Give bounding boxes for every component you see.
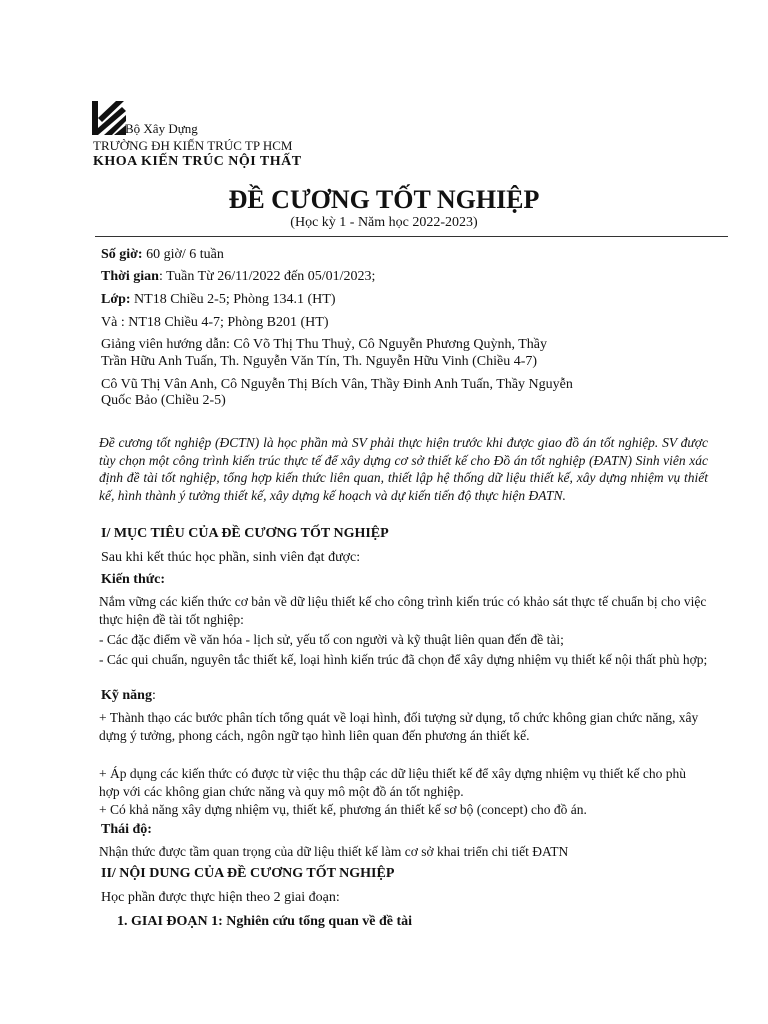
knowledge-item-3: - Các qui chuẩn, nguyên tắc thiết kế, loại hình kiến trúc đã chọn để xây dựng nhiệm vụ thiết kế nội thất phù hợp; <box>99 652 708 667</box>
attitude-label: Thái độ: <box>101 822 152 837</box>
class-line <box>101 292 335 308</box>
ministry-name: Bộ Xây Dựng <box>125 121 198 136</box>
time-label: Thời gian <box>101 269 159 284</box>
section-2-lead: Học phần được thực hiện theo 2 giai đoạn: <box>101 890 340 905</box>
skills-item-1: + Thành thạo các bước phân tích tổng quát về loại hình, đối tượng sử dụng, tổ chức không gian chức năng, xây dựng ý tưởng, phong cách, ngôn ngữ tạo hình liên quan đến phương án thiết kế. <box>99 710 699 743</box>
section-1-heading: I/ MỤC TIÊU CỦA ĐỀ CƯƠNG TỐT NGHIỆP <box>101 526 389 541</box>
lecturers-line-4: Quốc Bảo (Chiều 2-5) <box>101 393 226 408</box>
and-value: NT18 Chiều 4-7; Phòng B201 (HT) <box>124 315 329 330</box>
skills-item-3: + Có khả năng xây dựng nhiệm vụ, thiết kế, phương án thiết kế sơ bộ (concept) cho đồ án. <box>99 802 587 817</box>
skills-line <box>101 688 156 704</box>
hours-line <box>101 247 224 263</box>
time-value: : Tuần Từ 26/11/2022 đến 05/01/2023; <box>158 269 376 284</box>
knowledge-item-1: Nắm vững các kiến thức cơ bản về dữ liệu thiết kế cho công trình kiến trúc có khảo sát thực tế chuẩn bị cho việc thực hiện đề tài tốt nghiệp: <box>99 594 707 627</box>
document-title: ĐỀ CƯƠNG TỐT NGHIỆP <box>228 185 540 214</box>
time-line <box>101 269 375 285</box>
knowledge-item-2: - Các đặc điểm về văn hóa - lịch sử, yếu tố con người và kỹ thuật liên quan đến đề tài; <box>99 632 564 647</box>
skills-label: Kỹ năng <box>101 688 152 703</box>
and-line <box>101 315 328 331</box>
and-label: Và : <box>101 315 125 330</box>
stage-1-item: 1. GIAI ĐOẠN 1: Nghiên cứu tổng quan về đề tài <box>117 914 413 929</box>
lecturers-line-1: Giảng viên hướng dẫn: Cô Võ Thị Thu Thuỷ, Cô Nguyễn Phương Quỳnh, Thầy <box>101 337 547 352</box>
faculty-name: KHOA KIẾN TRÚC NỘI THẤT <box>93 154 302 169</box>
lecturers-line-2: Trần Hữu Anh Tuấn, Th. Nguyễn Văn Tín, Th. Nguyễn Hữu Vinh (Chiều 4-7) <box>101 354 538 369</box>
skills-item-2: + Áp dụng các kiến thức có được từ việc thu thập các dữ liệu thiết kế để xây dựng nhiệm vụ thiết kế cho phù hợp với các không gian chức năng và quy mô một đồ án tốt nghiệp. <box>99 766 687 799</box>
class-value: NT18 Chiều 2-5; Phòng 134.1 (HT) <box>130 292 336 307</box>
university-logo-icon <box>92 101 126 135</box>
knowledge-label: Kiến thức: <box>101 572 166 587</box>
skills-colon: : <box>151 688 156 703</box>
section-2-heading: II/ NỘI DUNG CỦA ĐỀ CƯƠNG TỐT NGHIỆP <box>101 866 395 881</box>
university-name: TRƯỜNG ĐH KIẾN TRÚC TP HCM <box>93 138 293 153</box>
hours-label: Số giờ: <box>101 247 143 262</box>
attitude-item-1: Nhận thức được tầm quan trọng của dữ liệu thiết kế làm cơ sở khai triển chi tiết ĐATN <box>99 844 569 859</box>
document-subtitle: (Học kỳ 1 - Năm học 2022-2023) <box>290 215 478 230</box>
section-1-lead: Sau khi kết thúc học phần, sinh viên đạt được: <box>101 550 361 565</box>
hours-value: 60 giờ/ 6 tuần <box>142 247 224 262</box>
class-label: Lớp: <box>101 292 131 307</box>
intro-paragraph: Đề cương tốt nghiệp (ĐCTN) là học phần mà SV phải thực hiện trước khi được giao đồ án tốt nghiệp. SV được tùy chọn một công trình kiến trúc thực tế để xây dựng cơ sở thiết kế cho Đồ án tốt nghiệp (ĐATN) Sinh viên xác định đề tài tốt nghiệp, tổng hợp kiến thức liên quan, thiết lập hệ thống dữ liệu thiết kế, xây dựng nhiệm vụ thiết kế, hình thành ý tưởng thiết kế, xây dựng kế hoạch và dự kiến tiến độ thực hiện ĐATN. <box>99 435 708 503</box>
title-divider <box>95 236 728 237</box>
lecturers-line-3: Cô Vũ Thị Vân Anh, Cô Nguyễn Thị Bích Vân, Thầy Đinh Anh Tuấn, Thầy Nguyễn <box>101 377 573 392</box>
